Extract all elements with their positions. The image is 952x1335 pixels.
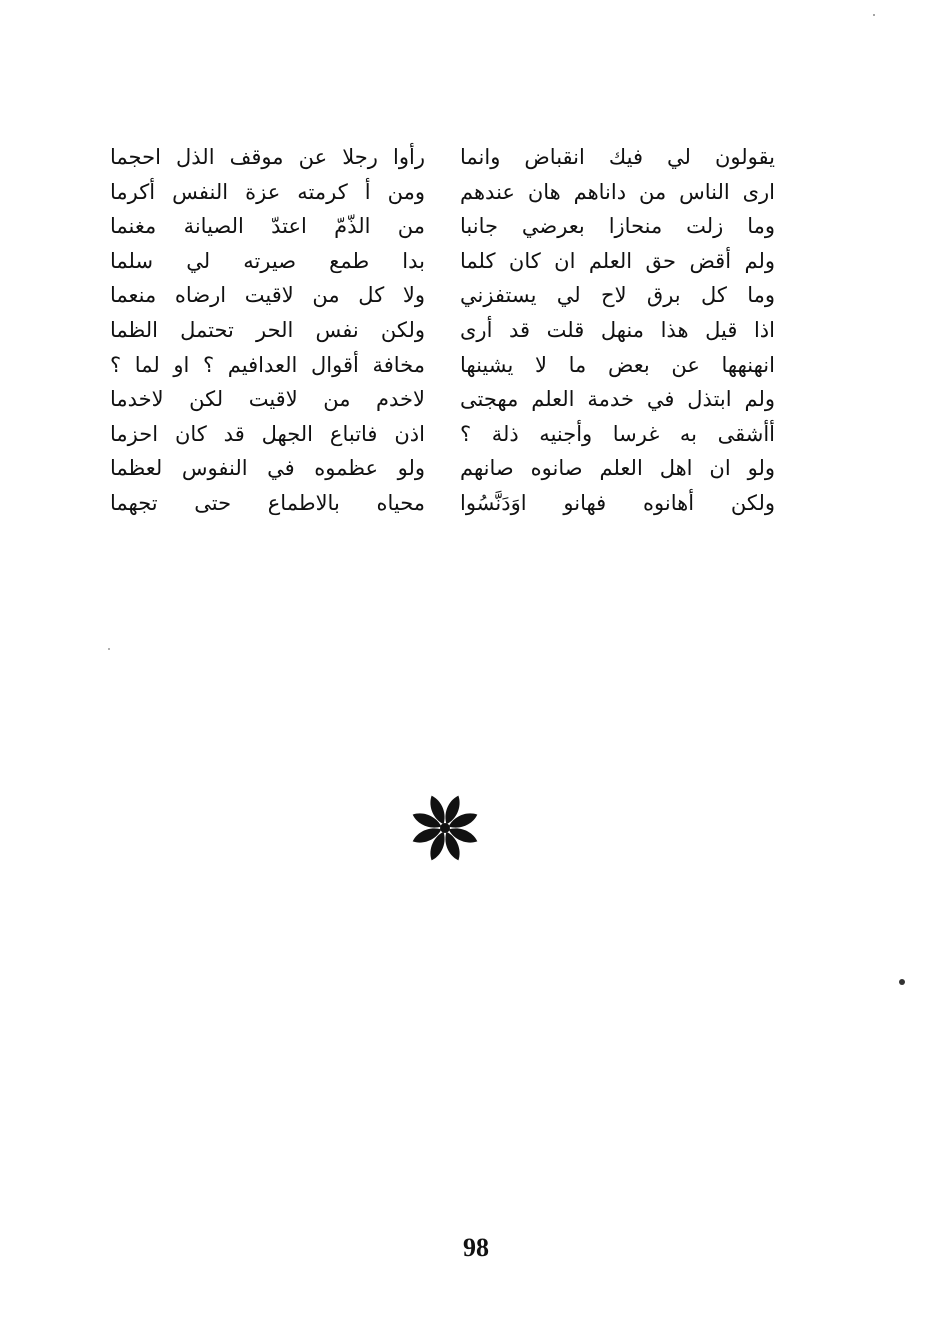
right-hemistich: ولم ابتذل في خدمة العلم مهجتى (460, 387, 775, 412)
right-column (460, 140, 775, 521)
left-hemistich: ولو عظموه في النفوس لعظما (110, 456, 425, 481)
right-hemistich: انهنهها عن بعض ما لا يشينها (460, 352, 775, 377)
page-speck (899, 979, 905, 985)
left-hemistich: ولكن نفس الحر تحتمل الظما (110, 317, 425, 342)
left-hemistich: ومن أ كرمته عزة النفس أكرما (110, 179, 425, 204)
left-hemistich: مخافة أقوال العدافيم ؟ او لما ؟ (110, 352, 425, 377)
page-speck (873, 14, 875, 16)
right-hemistich: ارى الناس من داناهم هان عندهم (460, 179, 775, 204)
left-hemistich: من الذّمّ اعتدّ الصيانة مغنما (110, 214, 425, 239)
right-hemistich: اذا قيل هذا منهل قلت قد أرى (460, 317, 775, 342)
right-hemistich: ولكن أهانوه فهانو اوَدَنَّسُوا (460, 490, 775, 515)
right-hemistich: وما كل برق لاح لي يستفزني (460, 283, 775, 308)
page-speck (108, 648, 110, 650)
left-column (110, 140, 425, 521)
left-hemistich: لاخدم من لاقيت لكن لاخدما (110, 387, 425, 412)
right-hemistich: ولم أقض حق العلم ان كان كلما (460, 248, 775, 273)
right-hemistich: وما زلت منحازا بعرضي جانبا (460, 214, 775, 239)
left-hemistich: رأوا رجلا عن موقف الذل احجما (110, 145, 425, 169)
poem-block (110, 140, 775, 521)
right-hemistich: أأشقى به غرسا وأجنيه ذلة ؟ (460, 421, 775, 446)
left-hemistich: محياه بالاطماع حتى تجهما (110, 490, 425, 515)
left-hemistich: ولا كل من لاقيت ارضاه منعما (110, 283, 425, 308)
right-hemistich: ولو ان اهل العلم صانوه صانهم (460, 456, 775, 481)
left-hemistich: بدا طمع صيرته لي سلما (110, 248, 425, 273)
asterisk-flower-icon (407, 790, 483, 866)
right-hemistich: يقولون لي فيك انقباض وانما (460, 145, 775, 169)
page-number: 98 (463, 1233, 489, 1262)
left-hemistich: اذن فاتباع الجهل قد كان احزما (110, 421, 425, 446)
